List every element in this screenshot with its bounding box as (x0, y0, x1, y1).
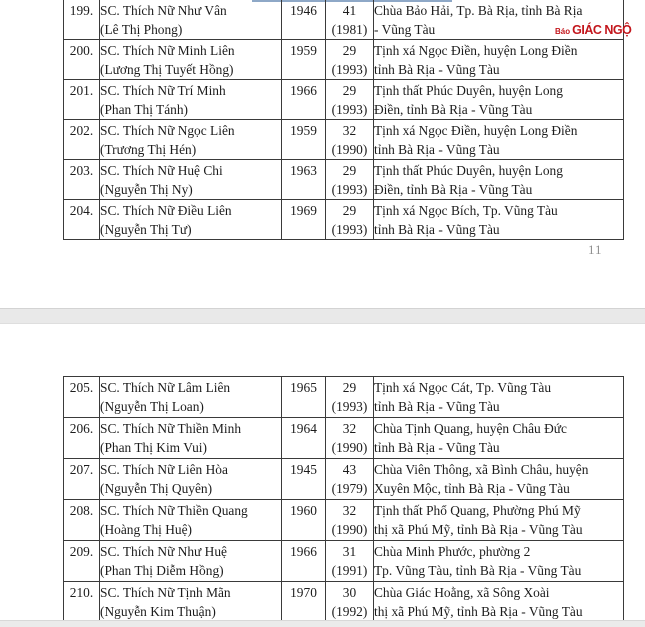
table-body-page-2 (64, 377, 624, 621)
bottom-page-edge-band (0, 620, 645, 627)
address-line-2: tỉnh Bà Rịa - Vũng Tàu (374, 62, 500, 77)
dharma-name: SC. Thích Nữ Trí Minh (100, 83, 226, 98)
age-cell (326, 40, 374, 80)
page-1 (0, 0, 645, 308)
birth-year-cell (282, 120, 326, 160)
birth-year: 1966 (290, 83, 317, 98)
address-cell (374, 160, 624, 200)
table-row (64, 541, 624, 582)
row-number: 200. (69, 43, 94, 58)
dharma-name: SC. Thích Nữ Lâm Liên (100, 380, 231, 395)
age-ref-year: (1990) (331, 142, 368, 157)
birth-year: 1945 (290, 462, 317, 477)
address-line-2: Điền, tỉnh Bà Rịa - Vũng Tàu (374, 182, 533, 197)
birth-year-cell (282, 541, 326, 582)
address-line-2: thị xã Phú Mỹ, tỉnh Bà Rịa - Vũng Tàu (374, 604, 583, 619)
age-value: 32 (342, 421, 357, 436)
row-number-cell (64, 40, 100, 80)
age-ref-year: (1993) (331, 62, 368, 77)
birth-year: 1966 (290, 544, 317, 559)
age-ref-year: (1991) (331, 563, 368, 578)
birth-year: 1946 (290, 3, 317, 18)
age-ref-year: (1993) (331, 222, 368, 237)
birth-year-cell (282, 459, 326, 500)
row-number: 202. (69, 123, 94, 138)
page-separator (0, 308, 645, 324)
name-cell (100, 500, 282, 541)
address-cell (374, 120, 624, 160)
address-cell (374, 459, 624, 500)
age-cell (326, 459, 374, 500)
age-value: 32 (342, 503, 357, 518)
row-number-cell (64, 160, 100, 200)
nuns-table-page-1 (63, 0, 624, 240)
age-value: 32 (342, 123, 357, 138)
age-value: 43 (342, 462, 357, 477)
birth-year-cell (282, 0, 326, 40)
birth-year: 1969 (290, 203, 317, 218)
address-line-1: Chùa Bảo Hải, Tp. Bà Rịa, tỉnh Bà Rịa (374, 3, 583, 18)
age-value: 31 (342, 544, 357, 559)
age-ref-year: (1992) (331, 604, 368, 619)
row-number-cell (64, 582, 100, 621)
name-cell (100, 40, 282, 80)
address-line-2: tỉnh Bà Rịa - Vũng Tàu (374, 440, 500, 455)
row-number-cell (64, 500, 100, 541)
birth-year: 1965 (290, 380, 317, 395)
row-number-cell (64, 377, 100, 418)
age-ref-year: (1979) (331, 481, 368, 496)
watermark-name: GIÁC NGỘ (572, 23, 632, 37)
address-line-1: Tịnh thất Phúc Duyên, huyện Long (374, 163, 563, 178)
secular-name: (Phan Thị Tánh) (100, 102, 189, 117)
birth-year: 1960 (290, 503, 317, 518)
birth-year: 1959 (290, 43, 317, 58)
age-cell (326, 80, 374, 120)
name-cell (100, 541, 282, 582)
address-line-2: tỉnh Bà Rịa - Vũng Tàu (374, 222, 500, 237)
age-value: 29 (342, 83, 357, 98)
birth-year-cell (282, 418, 326, 459)
age-value: 29 (342, 43, 357, 58)
row-number-cell (64, 0, 100, 40)
giac-ngo-watermark (555, 21, 631, 39)
row-number-cell (64, 418, 100, 459)
age-ref-year: (1993) (331, 102, 368, 117)
secular-name: (Lương Thị Tuyết Hồng) (100, 62, 234, 77)
nuns-table-page-2 (63, 376, 624, 620)
secular-name: (Nguyễn Kim Thuận) (100, 604, 216, 619)
secular-name: (Nguyễn Thị Loan) (100, 399, 204, 414)
age-ref-year: (1993) (331, 399, 368, 414)
secular-name: (Nguyễn Thị Quyên) (100, 481, 213, 496)
table-row (64, 459, 624, 500)
age-cell (326, 377, 374, 418)
row-number: 203. (69, 163, 94, 178)
dharma-name: SC. Thích Nữ Tịnh Mãn (100, 585, 231, 600)
address-cell (374, 418, 624, 459)
row-number: 204. (69, 203, 94, 218)
row-number: 206. (69, 421, 94, 436)
address-line-2: tỉnh Bà Rịa - Vũng Tàu (374, 399, 500, 414)
age-value: 29 (342, 203, 357, 218)
birth-year: 1963 (290, 163, 317, 178)
row-number: 208. (69, 503, 94, 518)
secular-name: (Hoàng Thị Huệ) (100, 522, 192, 537)
address-line-2: Tp. Vũng Tàu, tỉnh Bà Rịa - Vũng Tàu (374, 563, 582, 578)
table-row (64, 200, 624, 240)
address-cell (374, 582, 624, 621)
birth-year-cell (282, 200, 326, 240)
secular-name: (Lê Thị Phong) (100, 22, 183, 37)
birth-year-cell (282, 582, 326, 621)
age-cell (326, 160, 374, 200)
table-body-page-1 (64, 0, 624, 240)
table-row (64, 120, 624, 160)
age-value: 41 (342, 3, 357, 18)
address-line-2: - Vũng Tàu (374, 22, 436, 37)
age-cell (326, 541, 374, 582)
age-ref-year: (1990) (331, 440, 368, 455)
row-number-cell (64, 541, 100, 582)
age-cell (326, 418, 374, 459)
row-number-cell (64, 459, 100, 500)
address-line-2: thị xã Phú Mỹ, tỉnh Bà Rịa - Vũng Tàu (374, 522, 583, 537)
age-value: 29 (342, 380, 357, 395)
secular-name: (Phan Thị Kim Vui) (100, 440, 207, 455)
page-2 (0, 324, 645, 620)
dharma-name: SC. Thích Nữ Như Huệ (100, 544, 227, 559)
birth-year-cell (282, 40, 326, 80)
birth-year-cell (282, 500, 326, 541)
secular-name: (Nguyễn Thị Tư) (100, 222, 192, 237)
name-cell (100, 160, 282, 200)
address-line-1: Tịnh xá Ngọc Bích, Tp. Vũng Tàu (374, 203, 558, 218)
row-number: 205. (69, 380, 94, 395)
address-cell (374, 500, 624, 541)
name-cell (100, 0, 282, 40)
name-cell (100, 80, 282, 120)
name-cell (100, 200, 282, 240)
dharma-name: SC. Thích Nữ Điều Liên (100, 203, 232, 218)
address-cell (374, 377, 624, 418)
row-number: 209. (69, 544, 94, 559)
row-number: 210. (69, 585, 94, 600)
age-ref-year: (1981) (331, 22, 368, 37)
age-cell (326, 0, 374, 40)
name-cell (100, 120, 282, 160)
secular-name: (Phan Thị Diễm Hồng) (100, 563, 224, 578)
table-row (64, 160, 624, 200)
age-cell (326, 120, 374, 160)
birth-year-cell (282, 80, 326, 120)
dharma-name: SC. Thích Nữ Liên Hòa (100, 462, 228, 477)
address-cell (374, 80, 624, 120)
address-cell (374, 200, 624, 240)
name-cell (100, 582, 282, 621)
birth-year-cell (282, 160, 326, 200)
address-line-2: Xuyên Mộc, tỉnh Bà Rịa - Vũng Tàu (374, 481, 570, 496)
secular-name: (Nguyễn Thị Ny) (100, 182, 193, 197)
dharma-name: SC. Thích Nữ Thiền Minh (100, 421, 242, 436)
address-line-1: Tịnh xá Ngọc Cát, Tp. Vũng Tàu (374, 380, 552, 395)
address-cell (374, 40, 624, 80)
table-row (64, 0, 624, 40)
row-number-cell (64, 200, 100, 240)
dharma-name: SC. Thích Nữ Minh Liên (100, 43, 235, 58)
row-number-cell (64, 120, 100, 160)
address-line-1: Tịnh xá Ngọc Điền, huyện Long Điền (374, 43, 578, 58)
table-row (64, 377, 624, 418)
age-cell (326, 200, 374, 240)
birth-year-cell (282, 377, 326, 418)
dharma-name: SC. Thích Nữ Huệ Chi (100, 163, 223, 178)
age-ref-year: (1993) (331, 182, 368, 197)
row-number: 207. (69, 462, 94, 477)
table-row (64, 418, 624, 459)
address-line-2: tỉnh Bà Rịa - Vũng Tàu (374, 142, 500, 157)
row-number: 201. (69, 83, 94, 98)
age-value: 29 (342, 163, 357, 178)
table-row (64, 80, 624, 120)
address-cell (374, 541, 624, 582)
table-row (64, 500, 624, 541)
birth-year: 1959 (290, 123, 317, 138)
address-line-1: Chùa Viên Thông, xã Bình Châu, huyện (374, 462, 589, 477)
address-line-1: Chùa Minh Phước, phường 2 (374, 544, 531, 559)
age-ref-year: (1990) (331, 522, 368, 537)
page-number: 11 (588, 242, 603, 257)
address-line-1: Chùa Tịnh Quang, huyện Châu Đức (374, 421, 567, 436)
dharma-name: SC. Thích Nữ Ngọc Liên (100, 123, 235, 138)
watermark-prefix: Báo (555, 27, 571, 36)
name-cell (100, 459, 282, 500)
address-line-1: Tịnh xá Ngọc Điền, huyện Long Điền (374, 123, 578, 138)
row-number-cell (64, 80, 100, 120)
row-number: 199. (69, 3, 94, 18)
name-cell (100, 418, 282, 459)
dharma-name: SC. Thích Nữ Như Vân (100, 3, 227, 18)
age-value: 30 (342, 585, 357, 600)
address-line-1: Tịnh thất Phúc Duyên, huyện Long (374, 83, 563, 98)
address-line-2: Điền, tỉnh Bà Rịa - Vũng Tàu (374, 102, 533, 117)
age-cell (326, 500, 374, 541)
table-row (64, 582, 624, 621)
birth-year: 1970 (290, 585, 317, 600)
secular-name: (Trương Thị Hén) (100, 142, 197, 157)
birth-year: 1964 (290, 421, 317, 436)
address-line-1: Chùa Giác Hoằng, xã Sông Xoài (374, 585, 550, 600)
address-line-1: Tịnh thất Phổ Quang, Phường Phú Mỹ (374, 503, 581, 518)
name-cell (100, 377, 282, 418)
age-cell (326, 582, 374, 621)
dharma-name: SC. Thích Nữ Thiền Quang (100, 503, 248, 518)
table-row (64, 40, 624, 80)
